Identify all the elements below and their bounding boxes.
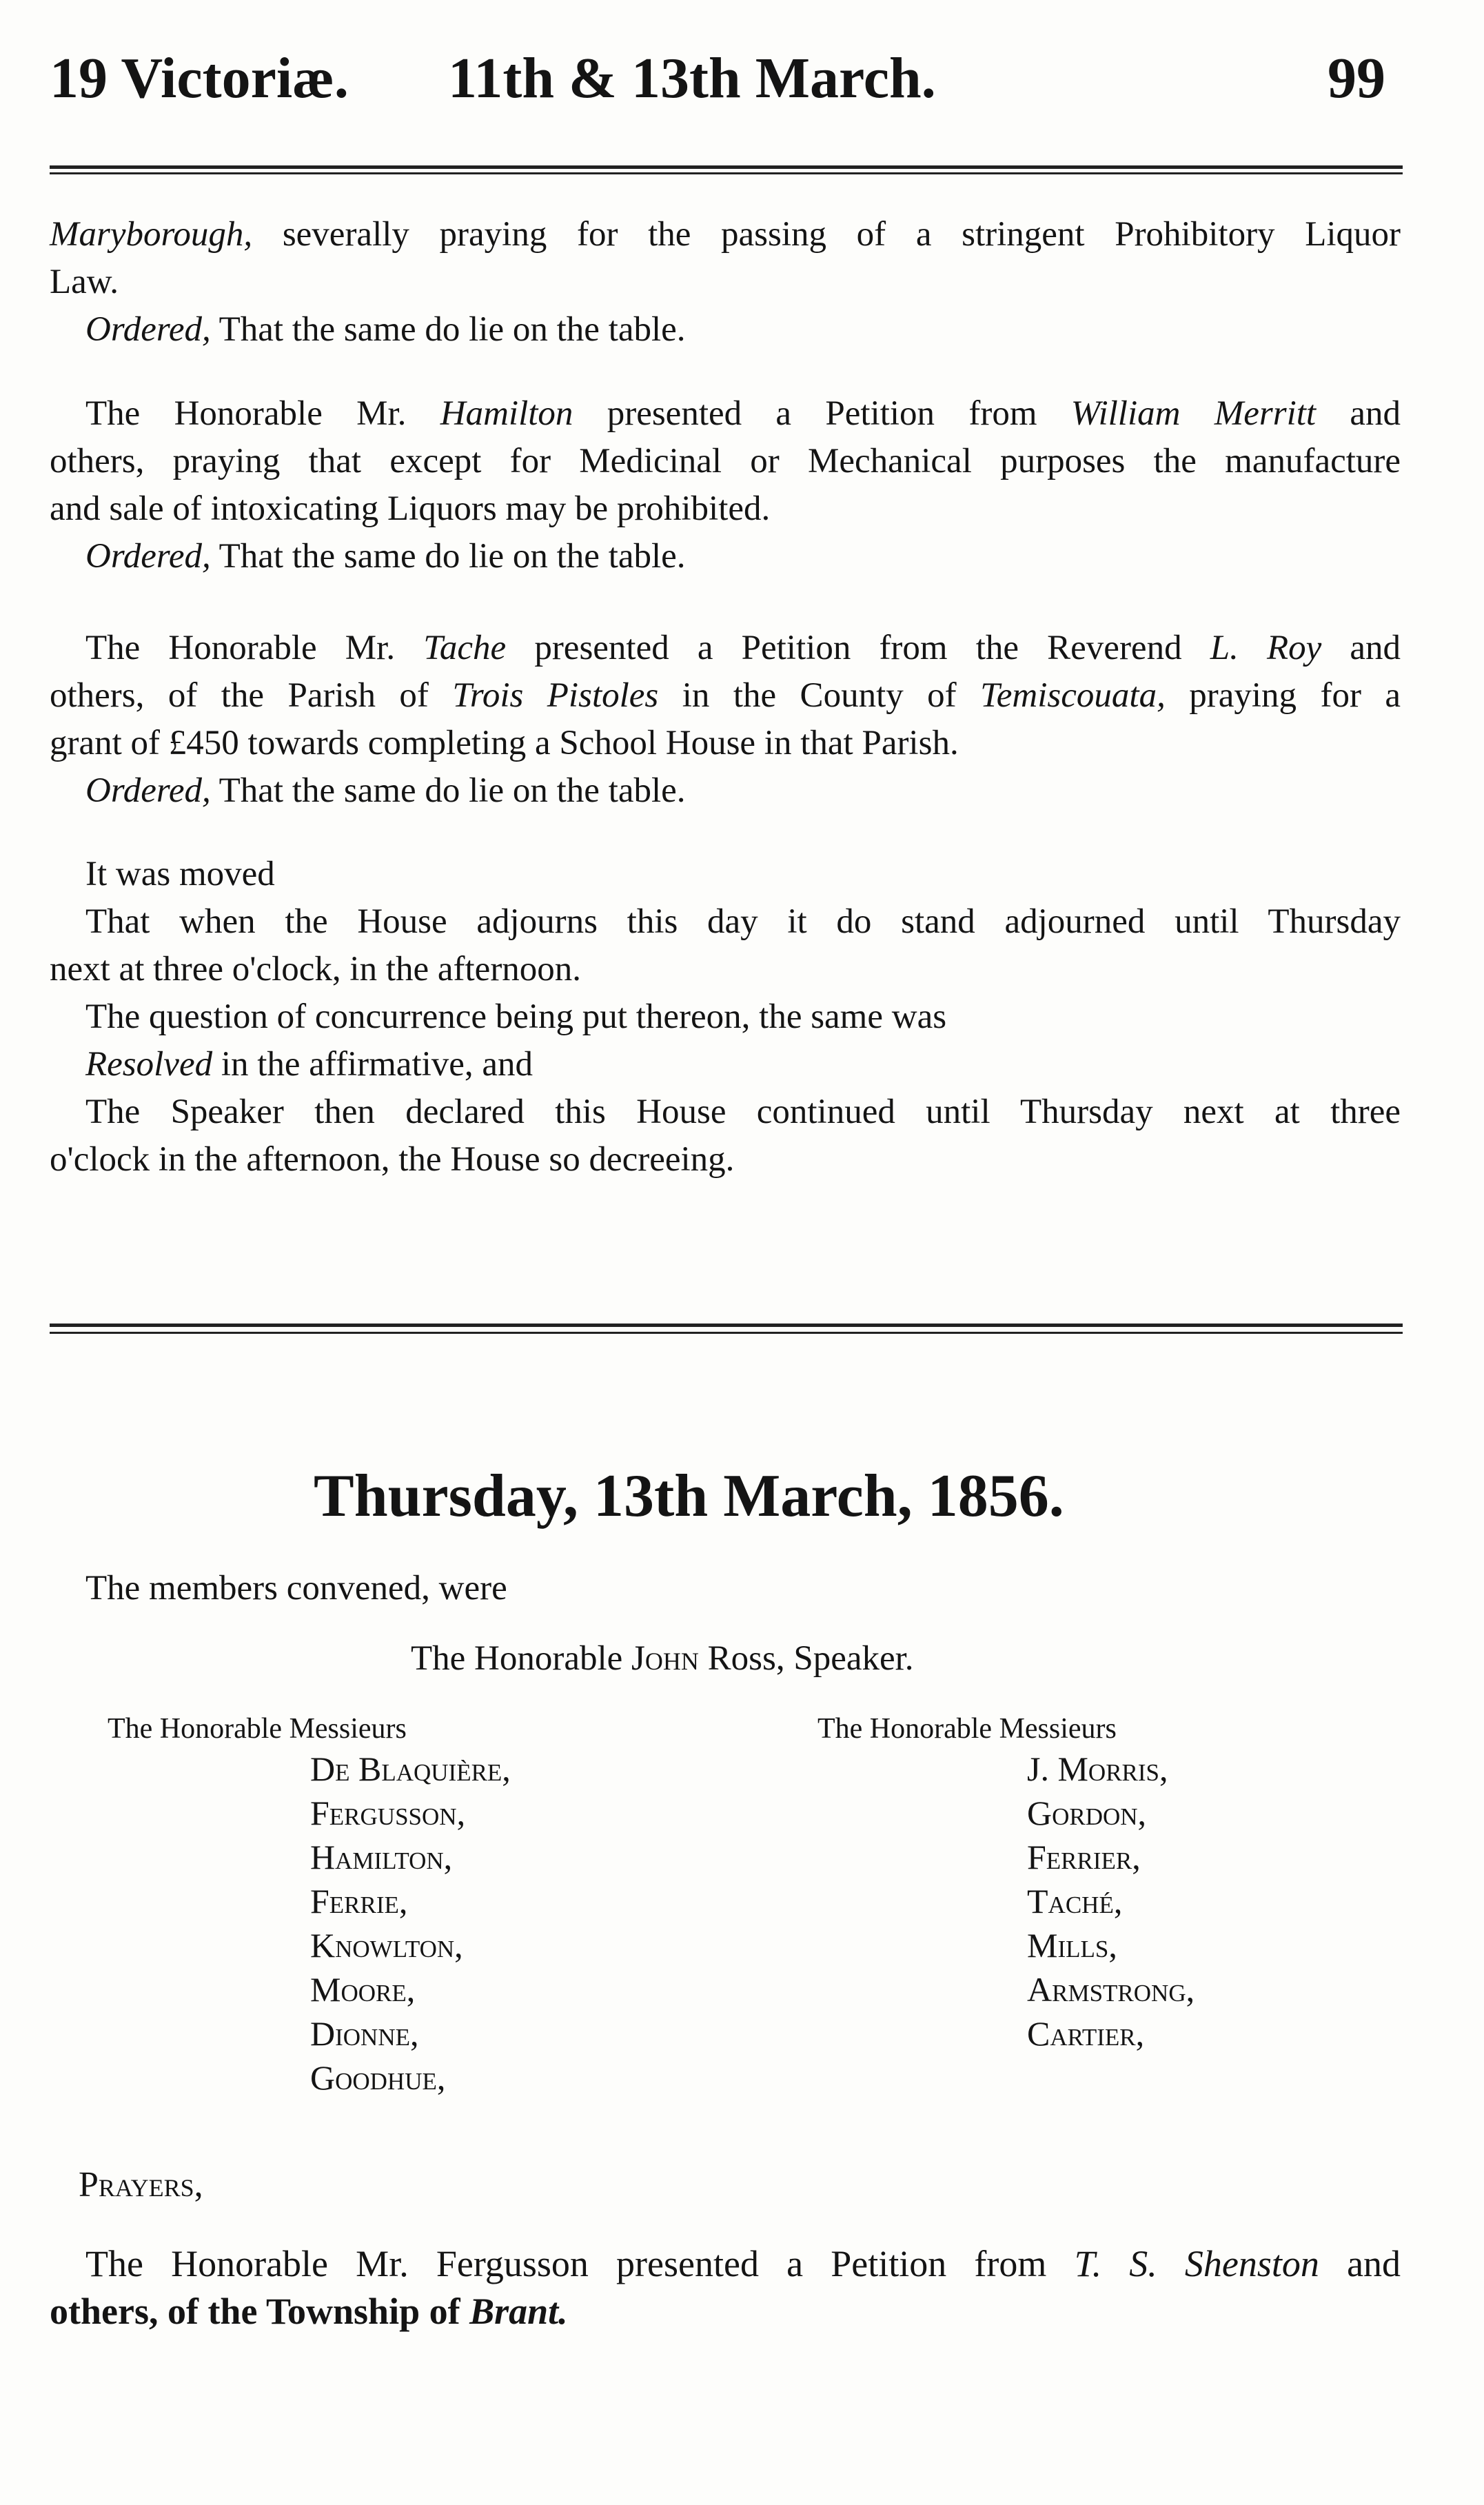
member-name: Dionne, [310, 2014, 419, 2053]
ordered-word: Ordered, [85, 310, 211, 349]
ordered-word: Ordered, [85, 537, 211, 576]
header-page-number: 99 [1328, 46, 1385, 110]
township-name: Brant. [469, 2291, 568, 2332]
text-segment: and [1350, 394, 1401, 433]
place-name: Maryborough, [50, 215, 253, 254]
text-segment: and [1350, 629, 1401, 667]
member-name: Mills, [1027, 1926, 1117, 1965]
text-line: That when the House adjourns this day it do stand adjourned until Thursday [85, 902, 1401, 941]
header-dates: 11th & 13th March. [448, 46, 936, 110]
speaker-line [411, 1635, 914, 1683]
petitioner-name: T. S. Shenston [1074, 2243, 1319, 2284]
text-line [50, 625, 1401, 672]
text-segment: The Honorable Mr. [85, 394, 407, 433]
text-segment: and [1347, 2243, 1401, 2284]
petitioner-name: William Merritt [1070, 394, 1317, 433]
text-segment: Ross, Speaker. [707, 1639, 914, 1678]
speaker-first-name: John [631, 1639, 699, 1678]
text-segment: That the same do lie on the table. [218, 310, 686, 349]
text-line [50, 211, 1401, 258]
ordered-word: Ordered, [85, 771, 211, 810]
petition-paragraph-fergusson [50, 2240, 1401, 2335]
text-segment: others, of the Township of [50, 2291, 460, 2332]
right-members-list [1027, 1747, 1195, 2056]
text-segment: The Honorable Mr. Fergusson presented a Petition from [85, 2243, 1047, 2284]
member-name: Hamilton, [310, 1838, 453, 1876]
petition-paragraph-hamilton [50, 390, 1401, 580]
text-segment: presented a Petition from [607, 394, 1037, 433]
text-segment: others, of the Parish of [50, 676, 429, 715]
prayers-heading: Prayers, [79, 2165, 203, 2204]
petitioner-name: L. Roy [1210, 629, 1322, 667]
right-column-heading: The Honorable Messieurs [817, 1713, 1117, 1745]
text-line: Law. [50, 263, 119, 301]
text-line [50, 2288, 1401, 2335]
header-regnal-year: 19 Victoriæ. [50, 46, 349, 110]
left-column-heading: The Honorable Messieurs [108, 1713, 407, 1745]
text-segment: That the same do lie on the table. [218, 771, 686, 810]
header-rule-thin [50, 172, 1403, 174]
member-name: Goodhue, [310, 2058, 446, 2097]
text-segment: in the affirmative, and [221, 1045, 533, 1084]
adjournment-motion [50, 851, 1401, 1184]
order-line [50, 767, 1401, 815]
text-line [50, 390, 1401, 438]
resolved-word: Resolved [85, 1045, 213, 1084]
member-name: Ferrie, [310, 1882, 408, 1920]
parish-name: Trois Pistoles [452, 676, 659, 715]
county-name: Temiscouata, [980, 676, 1166, 715]
members-convened: The members convened, were [85, 1569, 507, 1608]
petition-paragraph-continued [50, 211, 1401, 354]
member-name: J. Morris, [1027, 1750, 1168, 1788]
order-line [50, 306, 1401, 354]
text-line: grant of £450 towards completing a School House in that Parish. [50, 724, 959, 762]
member-name: Knowlton, [310, 1926, 463, 1965]
text-segment: in the County of [682, 676, 957, 715]
text-line: The question of concurrence being put thereon, the same was [85, 997, 947, 1036]
petition-paragraph-tache [50, 625, 1401, 815]
text-line: next at three o'clock, in the afternoon. [50, 950, 582, 988]
member-name: Taché, [1027, 1882, 1123, 1920]
text-line [50, 2240, 1401, 2288]
member-name: Tache [423, 629, 507, 667]
member-name: Ferrier, [1027, 1838, 1141, 1876]
member-name: Cartier, [1027, 2014, 1145, 2053]
member-name: Fergusson, [310, 1794, 466, 1832]
member-name: Gordon, [1027, 1794, 1147, 1832]
text-segment: presented a Petition from the Reverend [534, 629, 1182, 667]
order-line [50, 533, 1401, 580]
text-segment: The Honorable [411, 1639, 623, 1678]
text-segment: That the same do lie on the table. [218, 537, 686, 576]
text-line: and sale of intoxicating Liquors may be prohibited. [50, 489, 771, 528]
text-line: The Speaker then declared this House continued until Thursday next at three [85, 1093, 1401, 1131]
sitting-date-heading: Thursday, 13th March, 1856. [314, 1463, 1064, 1530]
text-line [50, 1041, 1401, 1088]
text-segment: praying for a [1189, 676, 1401, 715]
text-line: others, praying that except for Medicinal or Mechanical purposes the manufacture [50, 442, 1401, 480]
member-name: De Blaquière, [310, 1750, 511, 1788]
member-name: Armstrong, [1027, 1970, 1195, 2009]
member-name: Moore, [310, 1970, 416, 2009]
section-divider-thin [50, 1332, 1403, 1334]
header-rule [50, 165, 1403, 169]
section-divider [50, 1324, 1403, 1327]
text-line [50, 672, 1401, 720]
left-members-list [310, 1747, 511, 2100]
text-segment: The Honorable Mr. [85, 629, 396, 667]
text-line: o'clock in the afternoon, the House so decreeing. [50, 1140, 735, 1179]
text-line: It was moved [85, 855, 275, 893]
text-segment: severally praying for the passing of a stringent Prohibitory Liquor [282, 215, 1401, 254]
member-name: Hamilton [440, 394, 573, 433]
